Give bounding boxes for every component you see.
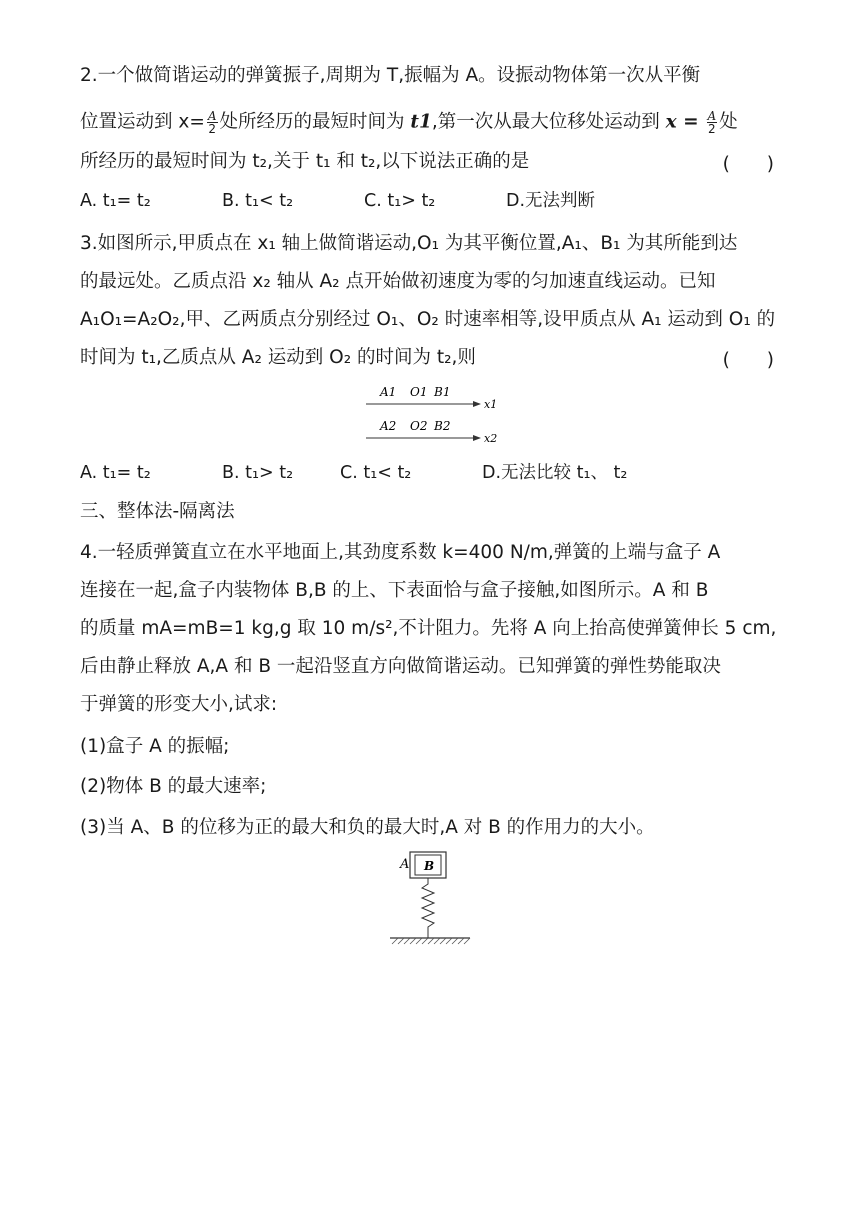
q3-answer-paren: ( ) <box>722 350 774 371</box>
q4-line4: 后由静止释放 A,A 和 B 一起沿竖直方向做简谐运动。已知弹簧的弹性势能取决 <box>80 656 721 677</box>
q2-option-d: D.无法判断 <box>506 191 596 211</box>
label-b2: B2 <box>434 419 451 433</box>
q3-line4: 时间为 t₁,乙质点从 A₂ 运动到 O₂ 的时间为 t₂,则 <box>80 347 476 368</box>
label-o1: O1 <box>410 385 428 399</box>
q3-line1: 3.如图所示,甲质点在 x₁ 轴上做简谐运动,O₁ 为其平衡位置,A₁、B₁ 为其所能到达 <box>80 233 738 254</box>
fraction-a-over-2-second <box>707 110 718 135</box>
label-a1: A1 <box>380 385 397 399</box>
frac-denominator: 2 <box>708 122 716 136</box>
spring-box-diagram <box>384 848 476 952</box>
label-x2: x2 <box>484 432 498 445</box>
q2-option-a: A. t₁= t₂ <box>80 191 151 211</box>
q4-subq1: (1)盒子 A 的振幅; <box>80 736 230 757</box>
q3-option-a: A. t₁= t₂ <box>80 463 151 483</box>
label-x1: x1 <box>484 398 498 411</box>
q4-line1: 4.一轻质弹簧直立在水平地面上,其劲度系数 k=400 N/m,弹簧的上端与盒子 A <box>80 542 721 563</box>
section-heading: 三、整体法-隔离法 <box>80 501 235 522</box>
fraction-a-over-2 <box>207 110 218 135</box>
label-box-a: A <box>400 857 410 872</box>
q2-line1: 2.一个做简谐运动的弹簧振子,周期为 T,振幅为 A。设振动物体第一次从平衡 <box>80 65 701 86</box>
q4-line3: 的质量 mA=mB=1 kg,g 取 10 m/s²,不计阻力。先将 A 向上抬高使弹簧伸长 5 cm, <box>80 618 777 639</box>
q2-answer-paren: ( ) <box>722 154 774 175</box>
axis-diagram <box>360 376 510 448</box>
x-equals: x = <box>665 111 699 133</box>
t1-symbol: t1 <box>410 111 432 133</box>
q3-line2: 的最远处。乙质点沿 x₂ 轴从 A₂ 点开始做初速度为零的匀加速直线运动。已知 <box>80 271 716 292</box>
label-o2: O2 <box>410 419 428 433</box>
q2-line2-part-d: 处 <box>719 111 738 133</box>
q4-subq3: (3)当 A、B 的位移为正的最大和负的最大时,A 对 B 的作用力的大小。 <box>80 817 655 838</box>
q2-line2-part-b: 处所经历的最短时间为 <box>219 111 405 133</box>
q3-option-d: D.无法比较 t₁、 t₂ <box>482 463 628 483</box>
q2-option-b: B. t₁< t₂ <box>222 191 294 211</box>
frac-denominator: 2 <box>208 122 216 136</box>
q2-line2 <box>80 110 738 135</box>
ground-hatching <box>392 938 470 944</box>
q3-line3: A₁O₁=A₂O₂,甲、乙两质点分别经过 O₁、O₂ 时速率相等,设甲质点从 A₁ 运动到 O₁ 的 <box>80 309 776 330</box>
label-object-b: B <box>424 859 435 873</box>
q4-line2: 连接在一起,盒子内装物体 B,B 的上、下表面恰与盒子接触,如图所示。A 和 B <box>80 580 709 601</box>
q4-subq2: (2)物体 B 的最大速率; <box>80 776 267 797</box>
q4-line5: 于弹簧的形变大小,试求: <box>80 694 278 715</box>
q3-option-b: B. t₁> t₂ <box>222 463 294 483</box>
label-a2: A2 <box>380 419 397 433</box>
frac-numerator: A <box>207 109 217 123</box>
q2-line2-part-c: ,第一次从最大位移处运动到 <box>431 111 660 133</box>
q2-line2-part-a: 位置运动到 x= <box>80 111 205 133</box>
q3-option-c: C. t₁< t₂ <box>340 463 412 483</box>
label-b1: B1 <box>434 385 451 399</box>
frac-numerator: A <box>707 109 717 123</box>
spring-coil <box>422 878 434 938</box>
q2-line3: 所经历的最短时间为 t₂,关于 t₁ 和 t₂,以下说法正确的是 <box>80 151 530 172</box>
q2-option-c: C. t₁> t₂ <box>364 191 436 211</box>
